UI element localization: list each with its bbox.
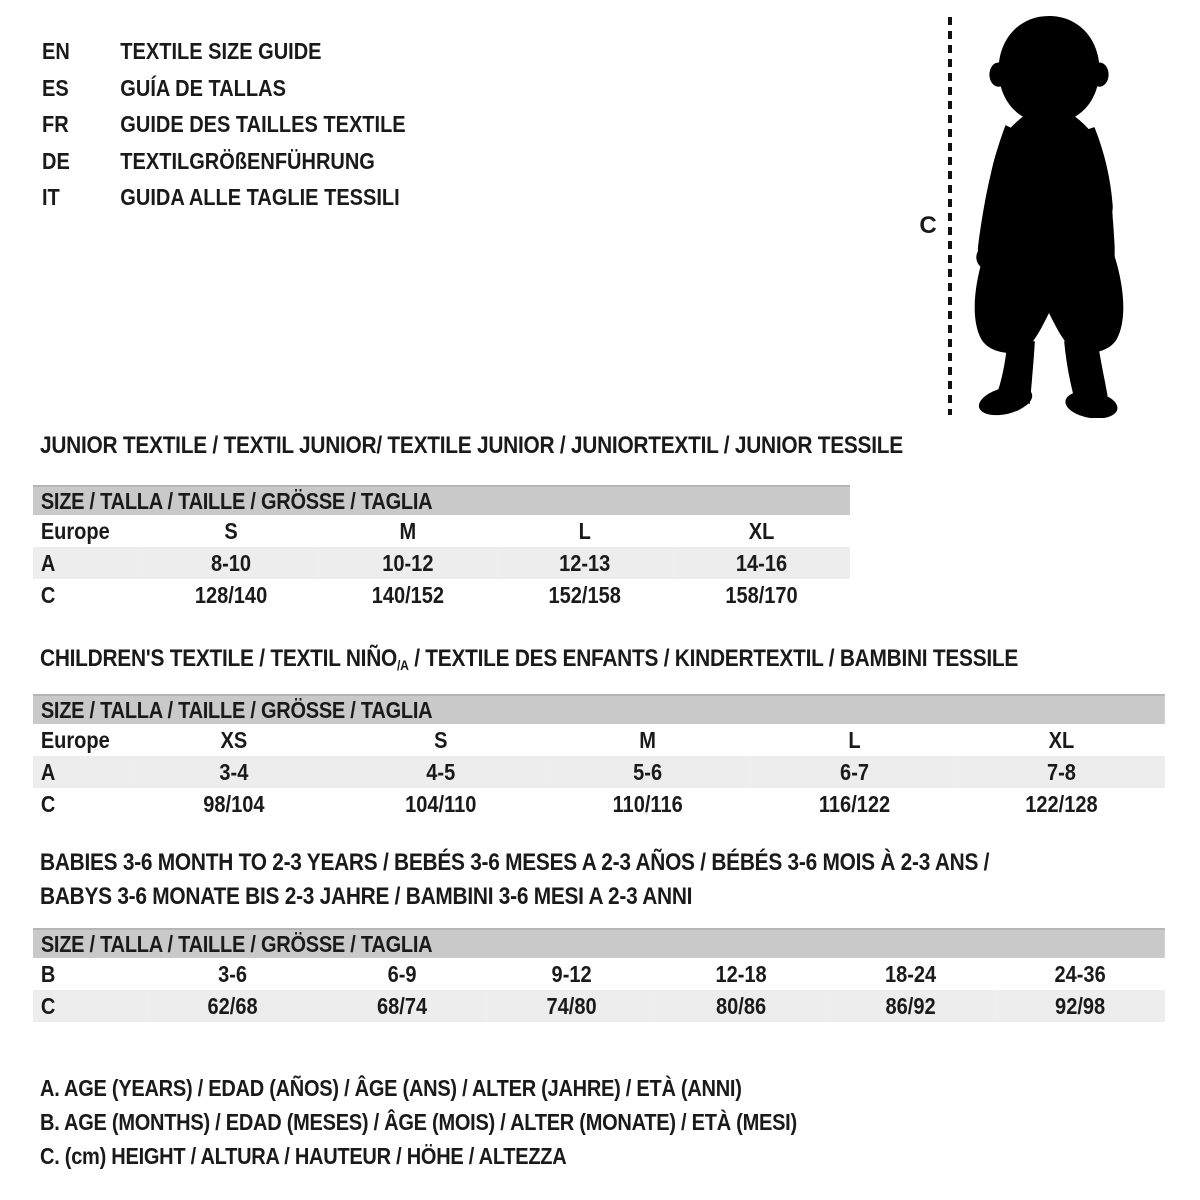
size-header-label: SIZE / TALLA / TAILLE / GRÖSSE / TAGLIA [40,930,433,957]
table-row-height [33,579,850,611]
children-title-text: / TEXTILE DES ENFANTS / KINDERTEXTIL / BAMBINI TESSILE [408,645,1019,672]
size-value-cell: 6-9 [387,960,417,987]
size-header-label: SIZE / TALLA / TAILLE / GRÖSSE / TAGLIA [40,487,433,514]
size-value-cell: 10-12 [382,549,434,576]
size-header-label: SIZE / TALLA / TAILLE / GRÖSSE / TAGLIA [40,696,433,723]
babies-table [33,958,1165,1022]
language-code: ES [42,74,69,101]
junior-size-table [33,485,850,611]
size-value-cell: 24-36 [1054,960,1106,987]
size-value-cell: 9-12 [551,960,592,987]
language-row [42,33,406,70]
col-header-cell: M [399,517,417,544]
col-header-cell: S [434,726,448,753]
language-row [42,70,406,107]
row-label-cell: C [40,992,56,1019]
language-row [42,143,406,180]
size-value-cell: 62/68 [207,992,258,1019]
language-row [42,179,406,216]
size-value-cell: 140/152 [371,581,445,608]
height-dashed-line [946,17,954,415]
size-value-cell: 92/98 [1055,992,1106,1019]
legend [40,1071,797,1173]
table-row-age [33,756,1165,788]
language-title: TEXTILE SIZE GUIDE [120,38,322,64]
junior-table [33,515,850,611]
row-label-cell: A [40,549,56,576]
size-value-cell: 3-6 [218,960,248,987]
row-label-cell: B [40,960,56,987]
babies-title-line2: BABYS 3-6 MONATE BIS 2-3 JAHRE / BAMBINI 3-6 MESI A 2-3 ANNI [40,883,693,910]
col-header-cell: XL [748,517,775,544]
size-header-bar [33,928,1165,958]
language-title: TEXTILGRÖßENFÜHRUNG [120,147,375,174]
language-code: EN [42,38,70,64]
size-header-bar [33,485,850,515]
language-title: GUÍA DE TALLAS [120,74,286,101]
toddler-silhouette-icon [956,14,1142,418]
table-row-height [33,788,1165,820]
size-value-cell: 122/128 [1025,790,1098,817]
language-title: GUIDE DES TAILLES TEXTILE [120,111,406,137]
table-header-row [33,515,850,547]
size-value-cell: 18-24 [885,960,937,987]
row-label-cell: C [40,790,56,817]
size-value-cell: 14-16 [735,549,788,576]
size-value-cell: 6-7 [840,758,869,785]
size-value-cell: 12-18 [715,960,767,987]
language-row [42,106,406,143]
col-header-cell: L [848,726,861,753]
size-value-cell: 3-4 [219,758,249,785]
col-header-cell: S [224,517,238,544]
size-value-cell: 110/116 [612,790,683,817]
size-value-cell: 152/158 [548,581,621,608]
language-list [42,33,406,216]
row-label-cell: Europe [40,517,110,544]
row-label-cell: Europe [40,726,110,753]
children-table [33,724,1165,820]
junior-section-title: JUNIOR TEXTILE / TEXTIL JUNIOR/ TEXTILE JUNIOR / JUNIORTEXTIL / JUNIOR TESSILE [40,432,903,459]
size-value-cell: 5-6 [633,758,663,785]
table-row-age [33,547,850,579]
size-value-cell: 80/86 [716,992,767,1019]
children-section-title [40,646,1018,678]
language-code: FR [42,111,69,137]
size-value-cell: 86/92 [885,992,936,1019]
size-value-cell: 128/140 [194,581,268,608]
size-value-cell: 4-5 [426,758,456,785]
row-label-cell: C [40,581,56,608]
col-header-cell: XS [220,726,248,753]
col-header-cell: M [639,726,656,753]
babies-size-table [33,928,1165,1022]
height-measure-label: C [919,212,937,239]
babies-section-title [40,846,989,914]
legend-line-b: B. AGE (MONTHS) / EDAD (MESES) / ÂGE (MOIS) / ALTER (MONATE) / ETÀ (MESI) [40,1109,797,1135]
legend-line-c: C. (cm) HEIGHT / ALTURA / HAUTEUR / HÖHE / ALTEZZA [40,1143,567,1169]
legend-line-a: A. AGE (YEARS) / EDAD (AÑOS) / ÂGE (ANS) / ALTER (JAHRE) / ETÀ (ANNI) [40,1075,742,1101]
row-label-cell: A [40,758,56,785]
col-header-cell: L [578,517,591,544]
size-value-cell: 68/74 [377,992,428,1019]
size-value-cell: 8-10 [210,549,252,576]
size-value-cell: 116/122 [818,790,891,817]
table-row-height [33,990,1165,1022]
col-header-cell: XL [1048,726,1075,753]
table-header-row [33,724,1165,756]
size-header-bar [33,694,1165,724]
babies-title-line1: BABIES 3-6 MONTH TO 2-3 YEARS / BEBÉS 3-6 MESES A 2-3 AÑOS / BÉBÉS 3-6 MOIS À 2-3 ANS / [40,849,990,876]
size-value-cell: 74/80 [546,992,597,1019]
size-value-cell: 98/104 [203,790,265,817]
language-title: GUIDA ALLE TAGLIE TESSILI [120,184,400,210]
children-size-table [33,694,1165,820]
language-code: IT [42,184,60,210]
size-value-cell: 104/110 [405,790,477,817]
size-value-cell: 7-8 [1046,758,1076,785]
children-title-text: CHILDREN'S TEXTILE / TEXTIL NIÑO [40,645,398,672]
children-title-sub: /A [397,657,409,673]
language-code: DE [42,147,70,174]
table-row-months [33,958,1165,990]
size-value-cell: 12-13 [559,549,611,576]
size-value-cell: 158/170 [725,581,798,608]
